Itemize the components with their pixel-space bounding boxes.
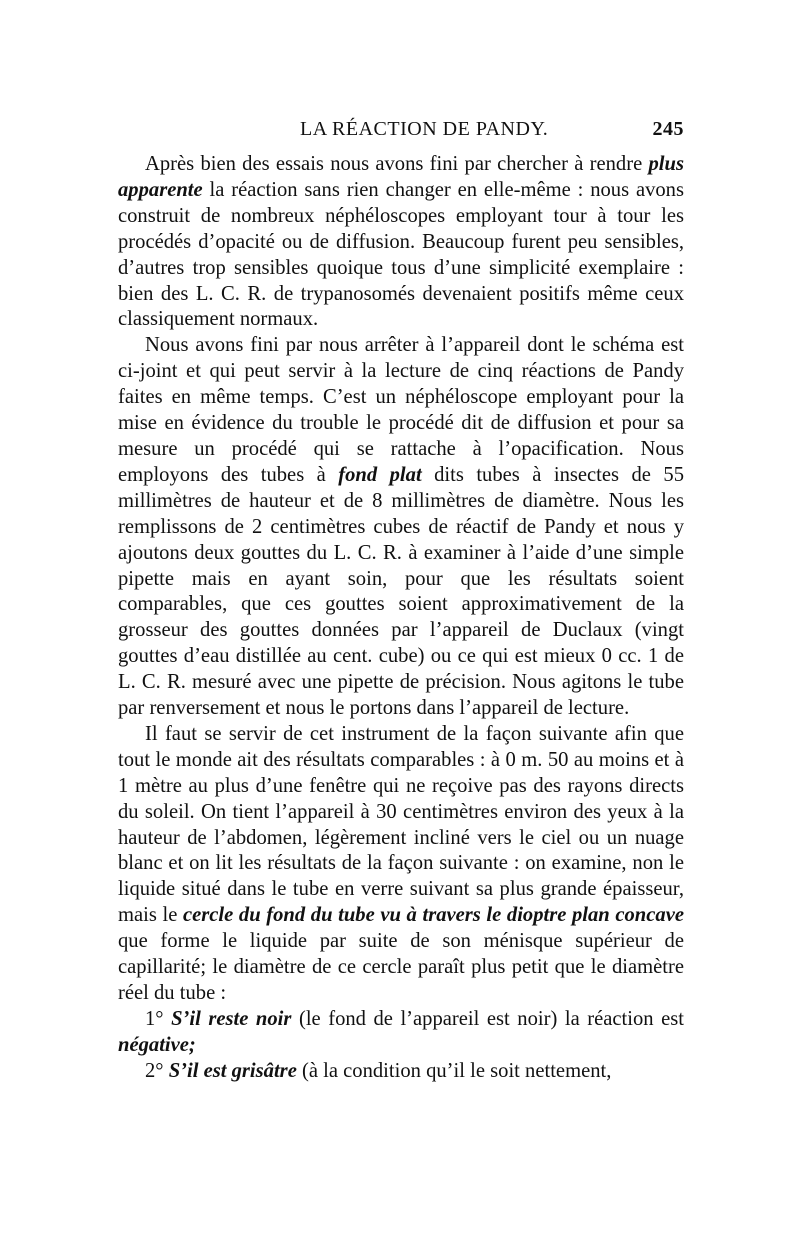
emphasis-run: S’il reste noir xyxy=(171,1007,292,1030)
paragraph-3 xyxy=(118,722,684,1007)
running-title: LA RÉACTION DE PANDY. xyxy=(300,118,549,140)
body-text xyxy=(118,152,684,1085)
text-run: (à la condition qu’il le soit nettement, xyxy=(296,1059,612,1082)
paragraph-5 xyxy=(118,1059,684,1085)
emphasis-run: S’il est grisâtre xyxy=(168,1059,297,1082)
text-run: Après bien des essais nous avons fini par chercher à rendre xyxy=(145,153,649,175)
text-run: que forme le liquide par suite de son ménisque supérieur de capillarité; le diamètre de ce cercle paraît plus petit que le diamètre réel du tube : xyxy=(118,930,684,1004)
text-run: Nous avons fini par nous arrêter à l’appareil dont le schéma est ci-joint et qui peut servir à la lecture de cinq réactions de Pandy faites en même temps. C’est un néphéloscope employant pour la mise en évidence du trouble le procédé dit de diffusion et pour sa mesure un procédé qui se rattache à l’opacification. Nous employons des tubes à xyxy=(118,334,684,486)
text-run: (le fond de l’appareil est noir) la réaction est xyxy=(291,1007,684,1030)
emphasis-run: négative; xyxy=(118,1033,196,1056)
paragraph-2 xyxy=(118,333,684,722)
emphasis-run: plus apparente xyxy=(118,153,684,201)
page-number: 245 xyxy=(652,118,684,140)
book-page xyxy=(118,112,684,1085)
text-run: 1° xyxy=(145,1007,172,1030)
emphasis-run: fond plat xyxy=(338,463,422,486)
paragraph-1 xyxy=(118,152,684,333)
text-run: la réaction sans rien changer en elle-même : nous avons construit de nombreux néphéloscopes employant tour à tour les procédés d’opacité ou de diffusion. Beaucoup furent peu sensibles, d’autres trop sensibles quoique tous d’une simplicité exemplaire : bien des L. C. R. de trypanosomés devenaient positifs même ceux classiquement normaux. xyxy=(118,178,684,331)
emphasis-run: cercle du fond du tube vu à travers le dioptre plan concave xyxy=(182,904,684,927)
text-run: Il faut se servir de cet instrument de la façon suivante afin que tout le monde ait des résultats comparables : à 0 m. 50 au moins et à 1 mètre au plus d’une fenêtre qui ne reçoive pas des rayons directs du soleil. On tient l’appareil à 30 centimètres environ des yeux à la hauteur de l’abdomen, légèrement incliné vers le ciel ou un nuage blanc et on lit les résultats de la façon suivante : on examine, non le liquide situé dans le tube en verre suivant sa plus grande épaisseur, mais le xyxy=(118,722,684,927)
paragraph-4 xyxy=(118,1007,684,1059)
text-run: 2° xyxy=(145,1059,169,1082)
running-head xyxy=(118,112,684,146)
text-run: dits tubes à insectes de 55 millimètres de hauteur et de 8 millimètres de diamètre. Nous les remplissons de 2 centimètres cubes de réactif de Pandy et nous y ajoutons deux gouttes du L. C. R. à examiner à l’aide d’une simple pipette mais en ayant soin, pour que les résultats soient comparables, que ces gouttes soient approximativement de la grosseur des gouttes données par l’appareil de Duclaux (vingt gouttes d’eau distillée au cent. cube) ou ce qui est mieux 0 cc. 1 de L. C. R. mesuré avec une pipette de précision. Nous agitons le tube par renversement et nous le portons dans l’appareil de lecture. xyxy=(118,463,684,720)
